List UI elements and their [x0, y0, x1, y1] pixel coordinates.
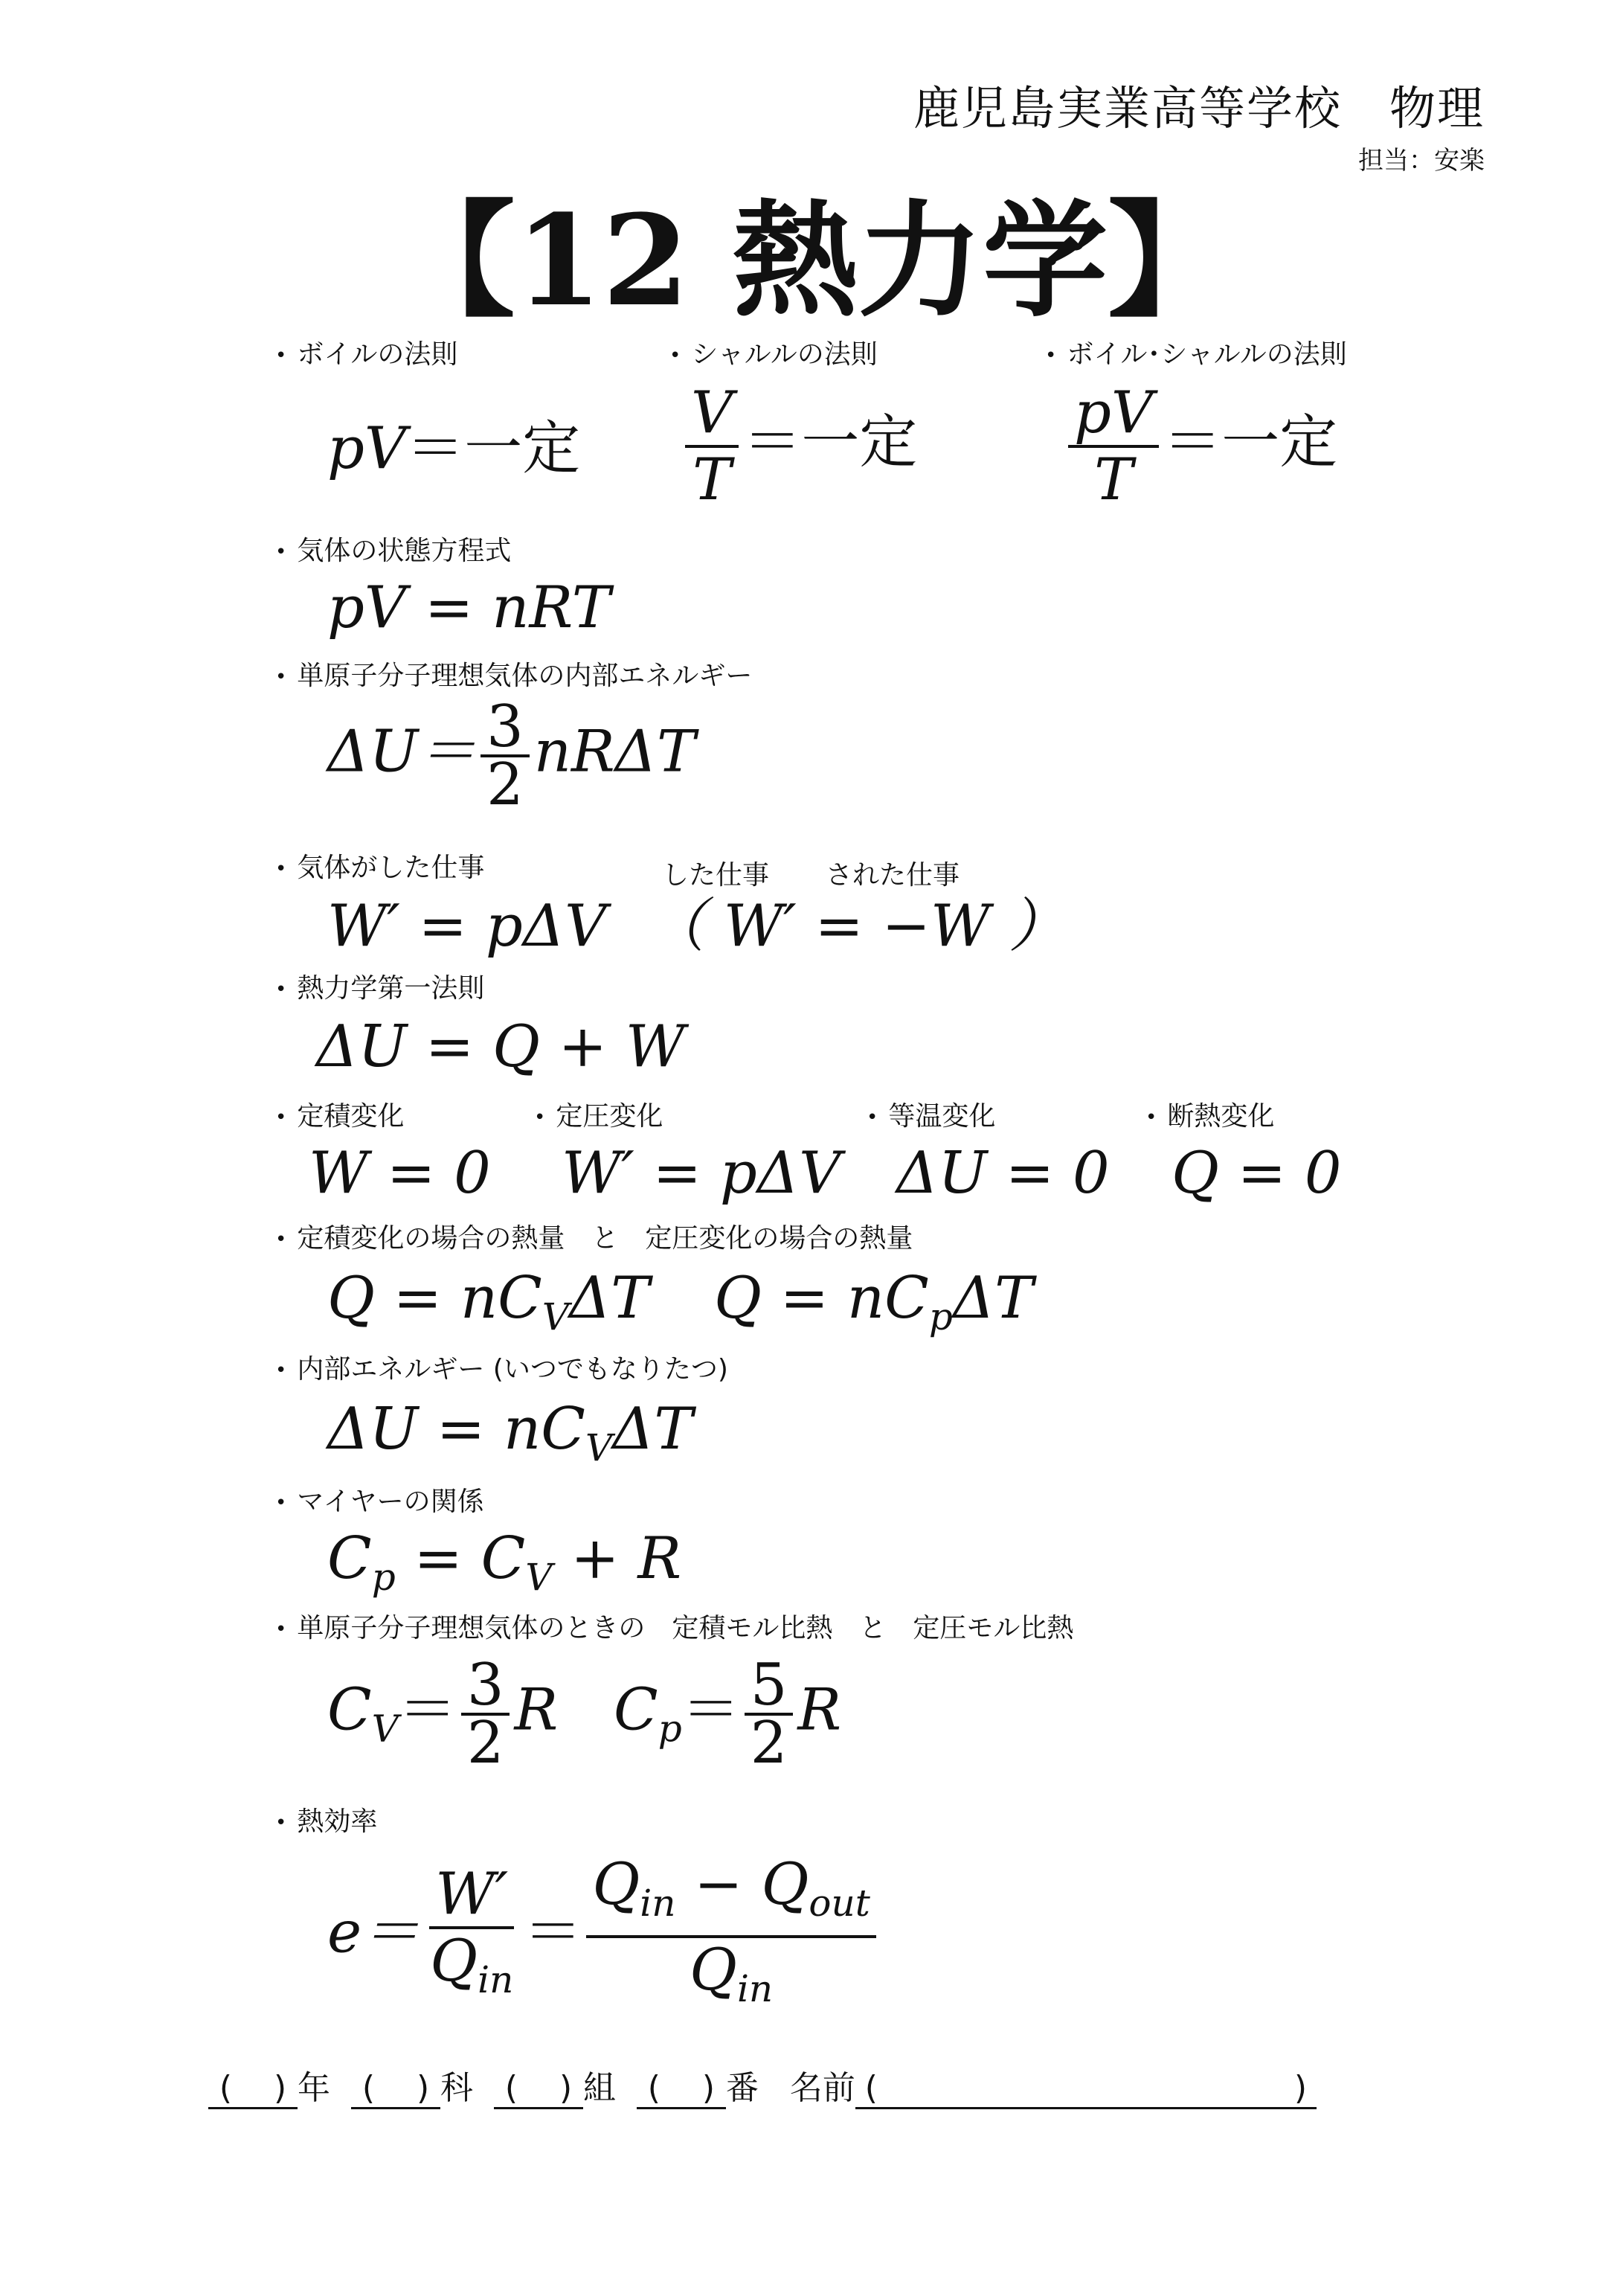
label-boyle: • ボイルの法則: [275, 339, 458, 370]
equation-molar-heat-cv: $C_V=$ $\frac{3}{2}$ R: [327, 1652, 559, 1777]
equation-adiabatic: Q = 0: [1172, 1140, 1342, 1207]
note-work-received: された仕事: [826, 860, 960, 891]
equation-work-relation: （ W′ = −W ）: [647, 893, 1067, 960]
label-efficiency: • 熱効率: [275, 1806, 378, 1837]
label-isochoric: • 定積変化: [275, 1101, 405, 1132]
equation-boyle: pV＝一定: [327, 415, 581, 482]
equation-molar-heat-cp: $C_p=$ $\frac{5}{2}$ R: [614, 1652, 842, 1777]
label-adiabatic: • 断熱変化: [1145, 1101, 1275, 1132]
equation-charles: $\frac{V}{T}$ ＝一定: [681, 381, 917, 512]
label-heat: • 定積変化の場合の熱量 と 定圧変化の場合の熱量: [275, 1223, 913, 1254]
label-mayer: • マイヤーの関係: [275, 1487, 484, 1517]
equation-boyle-charles: $\frac{pV}{T}$ ＝一定: [1064, 381, 1337, 512]
equation-mayer: $C_p = C_V + R$: [327, 1525, 682, 1599]
name-field[interactable]: ( ): [855, 2069, 1317, 2109]
name-label: 名前: [789, 2069, 855, 2107]
equation-isochoric: W = 0: [309, 1140, 491, 1207]
equation-isobaric: W′ = pΔV: [562, 1140, 841, 1207]
year-field[interactable]: ( ): [208, 2069, 298, 2109]
equation-first-law: ΔU = Q + W: [316, 1013, 686, 1080]
year-label: 年: [298, 2069, 330, 2107]
label-molar-heat: • 単原子分子理想気体のときの 定積モル比熱 と 定圧モル比熱: [275, 1613, 1074, 1644]
equation-heat-isochoric: $Q = nC_V\Delta T$: [327, 1265, 650, 1338]
equation-internal-energy: $\Delta U = nC_V\Delta T$: [327, 1396, 693, 1469]
page-title: 【12 熱力学】: [390, 187, 1233, 334]
label-internal-energy: • 内部エネルギー (いつでもなりたつ): [275, 1354, 728, 1385]
number-label: 番: [725, 2069, 759, 2107]
student-info-line: [208, 2061, 1317, 2109]
equation-internal-energy-mono: ΔU＝ $\frac{3}{2}$ nRΔT: [327, 693, 696, 818]
label-state-equation: • 気体の状態方程式: [275, 536, 512, 566]
label-charles: • シャルルの法則: [669, 339, 878, 370]
label-work: • 気体がした仕事: [275, 853, 485, 883]
course-label: 科: [440, 2069, 473, 2107]
number-field[interactable]: ( ): [637, 2069, 726, 2109]
equation-heat-isobaric: $Q = nC_p\Delta T$: [714, 1265, 1034, 1338]
note-work-done: した仕事: [662, 860, 770, 891]
equation-state: pV = nRT: [327, 574, 611, 641]
label-internal-energy-mono: • 単原子分子理想気体の内部エネルギー: [275, 661, 753, 691]
label-boyle-charles: • ボイル･シャルルの法則: [1045, 339, 1347, 370]
school-name: 鹿児島実業高等学校 物理: [913, 81, 1485, 135]
label-isothermal: • 等温変化: [867, 1101, 996, 1132]
label-first-law: • 熱力学第一法則: [275, 973, 485, 1004]
equation-work: W′ = pΔV: [327, 893, 607, 960]
teacher-name: 担当：安楽: [1358, 146, 1485, 176]
course-field[interactable]: ( ): [351, 2069, 440, 2109]
equation-efficiency: e＝ $\frac{W'}{Q_{in}}$ ＝ $\frac{Q_{in} - Q_{out}}{Q_{in}}$: [327, 1853, 881, 2021]
class-field[interactable]: ( ): [494, 2069, 583, 2109]
equation-isothermal: ΔU = 0: [896, 1140, 1110, 1207]
class-label: 組: [582, 2069, 616, 2107]
label-isobaric: • 定圧変化: [534, 1101, 663, 1132]
